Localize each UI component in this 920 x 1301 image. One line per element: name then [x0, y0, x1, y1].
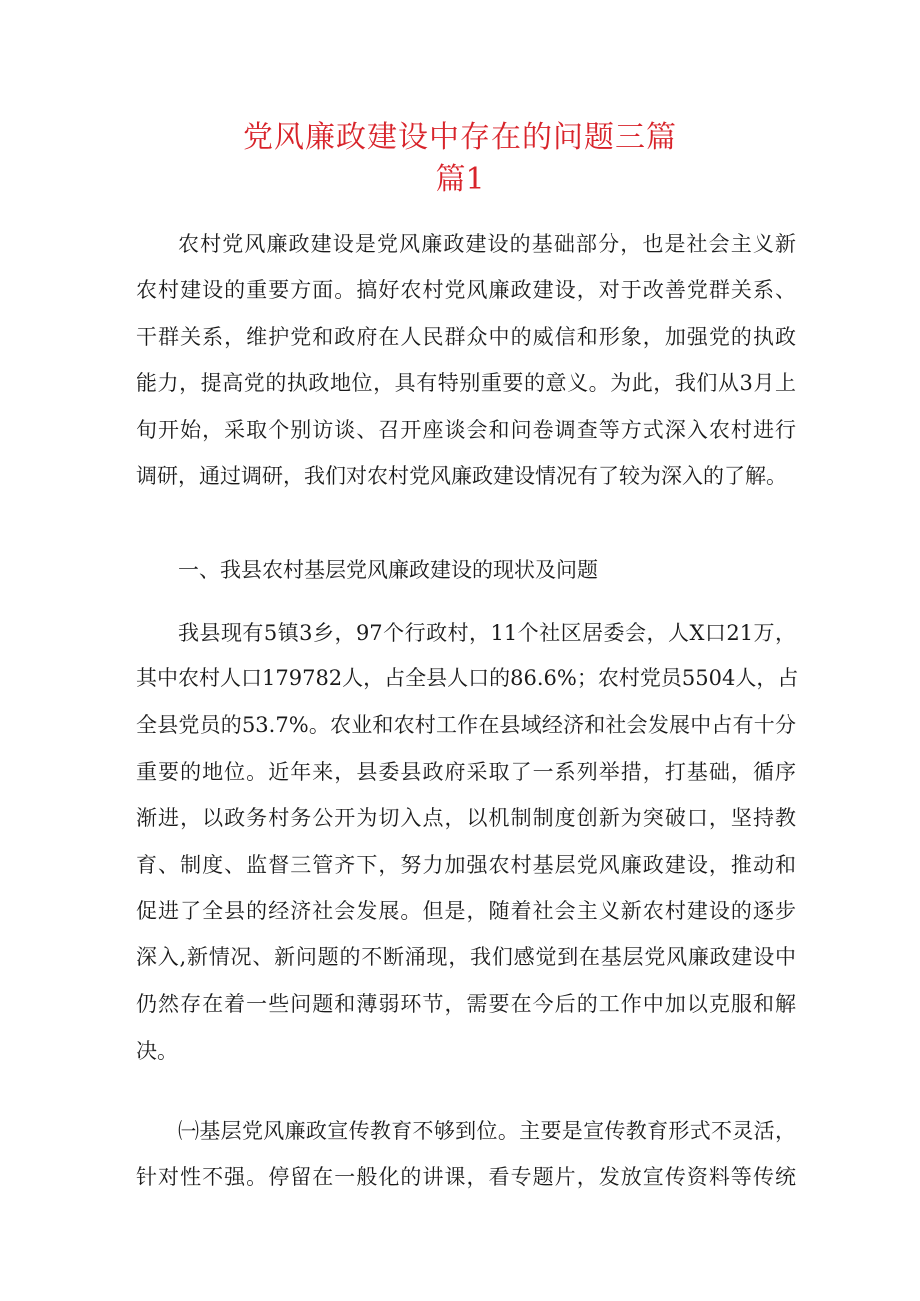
- document-title: 党风廉政建设中存在的问题三篇: [243, 120, 677, 155]
- paragraph-line: 促进了全县的经济社会发展。但是，随着社会主义新农村建设的逐步: [136, 899, 796, 923]
- paragraph-line: 能力，提高党的执政地位，具有特别重要的意义。为此，我们从3月上: [136, 371, 796, 395]
- paragraph-line: 仍然存在着一些问题和薄弱环节，需要在今后的工作中加以克服和解: [136, 992, 796, 1016]
- paragraph-line: 深入,新情况、新问题的不断涌现，我们感觉到在基层党风廉政建设中: [136, 945, 796, 969]
- paragraph-line: 农村党风廉政建设是党风廉政建设的基础部分，也是社会主义新: [178, 232, 796, 256]
- paragraph-line: ㈠基层党风廉政宣传教育不够到位。主要是宣传教育形式不灵活，: [178, 1119, 796, 1143]
- paragraph-line: 其中农村人口179782人，占全县人口的86.6%；农村党员5504人，占: [136, 666, 799, 690]
- paragraph-line: 旬开始，采取个别访谈、召开座谈会和问卷调查等方式深入农村进行: [136, 418, 796, 442]
- paragraph-line: 育、制度、监督三管齐下，努力加强农村基层党风廉政建设，推动和: [136, 853, 796, 877]
- paragraph-line: 我县现有5镇3乡，97个行政村，11个社区居委会，人X口21万，: [178, 621, 796, 645]
- paragraph-line: 干群关系，维护党和政府在人民群众中的威信和形象，加强党的执政: [136, 325, 796, 349]
- paragraph-line: 针对性不强。停留在一般化的讲课，看专题片，发放宣传资料等传统: [136, 1165, 796, 1189]
- paragraph-line: 全县党员的53.7%。农业和农村工作在县域经济和社会发展中占有十分: [136, 713, 796, 737]
- heading-line: 一、我县农村基层党风廉政建设的现状及问题: [178, 558, 598, 582]
- section-title: 篇1: [435, 162, 485, 197]
- paragraph-line: 渐进，以政务村务公开为切入点，以机制制度创新为突破口，坚持教: [136, 806, 796, 830]
- paragraph-line: 调研，通过调研，我们对农村党风廉政建设情况有了较为深入的了解。: [136, 464, 787, 488]
- paragraph-line: 农村建设的重要方面。搞好农村党风廉政建设，对于改善党群关系、: [136, 278, 796, 302]
- paragraph-line: 重要的地位。近年来，县委县政府采取了一系列举措，打基础，循序: [136, 760, 796, 784]
- paragraph-line: 决。: [136, 1039, 178, 1063]
